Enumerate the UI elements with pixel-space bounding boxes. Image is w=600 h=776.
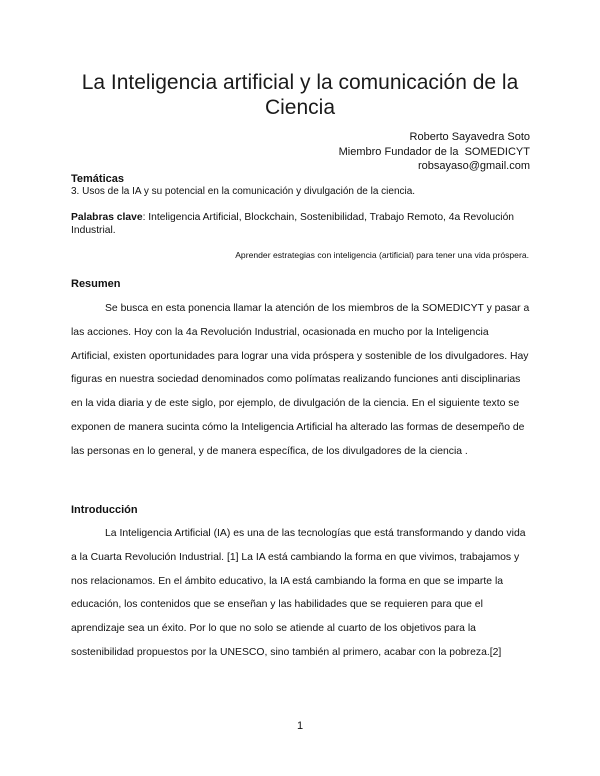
tematicas-text: 3. Usos de la IA y su potencial en la comunicación y divulgación de la ciencia. — [71, 186, 416, 197]
introduccion-heading: Introducción — [71, 504, 138, 516]
page-number: 1 — [296, 720, 304, 732]
resumen-paragraph — [71, 297, 530, 464]
author-name: Roberto Sayavedra Soto — [409, 131, 530, 143]
author-email[interactable]: robsayaso@gmail.com — [417, 160, 530, 172]
keywords-label: Palabras clave — [71, 212, 143, 223]
document-title: La Inteligencia artificial y la comunicación de la Ciencia — [81, 71, 519, 119]
introduccion-text: La Inteligencia Artificial (IA) es una de las tecnologías que está transformando y dando vida a la Cuarta Revolución Industrial. [1] La IA está cambiando la forma en que vivimos, trabajamos y nos relacionamos. En el ámbito educativo, la IA está cambiando la forma en que se imparte la educación, los contenidos que se enseñan y las habilidades que se requieren para que el aprendizaje sea un éxito. Por lo que no solo se atiende al cuarto de los objetivos para la sostenibilidad propuestos por la UNESCO, sino también al primero, acabar con la pobreza.[2] — [71, 528, 526, 658]
keywords-block — [71, 211, 531, 237]
epigraph-quote: Aprender estrategias con inteligencia (artificial) para tener una vida próspera. — [235, 250, 529, 260]
author-role: Miembro Fundador de la SOMEDICYT — [338, 145, 530, 158]
resumen-heading: Resumen — [71, 278, 121, 290]
introduccion-paragraph — [71, 522, 530, 665]
tematicas-label: Temáticas — [71, 173, 124, 185]
author-block — [230, 130, 530, 174]
resumen-text: Se busca en esta ponencia llamar la atención de los miembros de la SOMEDICYT y pasar a las acciones. Hoy con la 4a Revolución Industrial, ocasionada en mucho por la Inteligencia Artificial, existen oportunidades para lograr una vida próspera y sostenible de los divulgadores. Hay figuras en nuestra sociedad denominados como polímatas realizando funciones anti disciplinarias en la vida diaria y de este siglo, por ejemplo, de divulgación de la ciencia. En el siguiente texto se exponen de manera sucinta cómo la Inteligencia Artificial ha alterado las formas de desempeño de las personas en lo general, y de manera específica, de los divulgadores de la ciencia . — [71, 303, 530, 457]
keywords-text: : Inteligencia Artificial, Blockchain, Sostenibilidad, Trabajo Remoto, 4a Revolución Industrial. — [71, 212, 515, 236]
